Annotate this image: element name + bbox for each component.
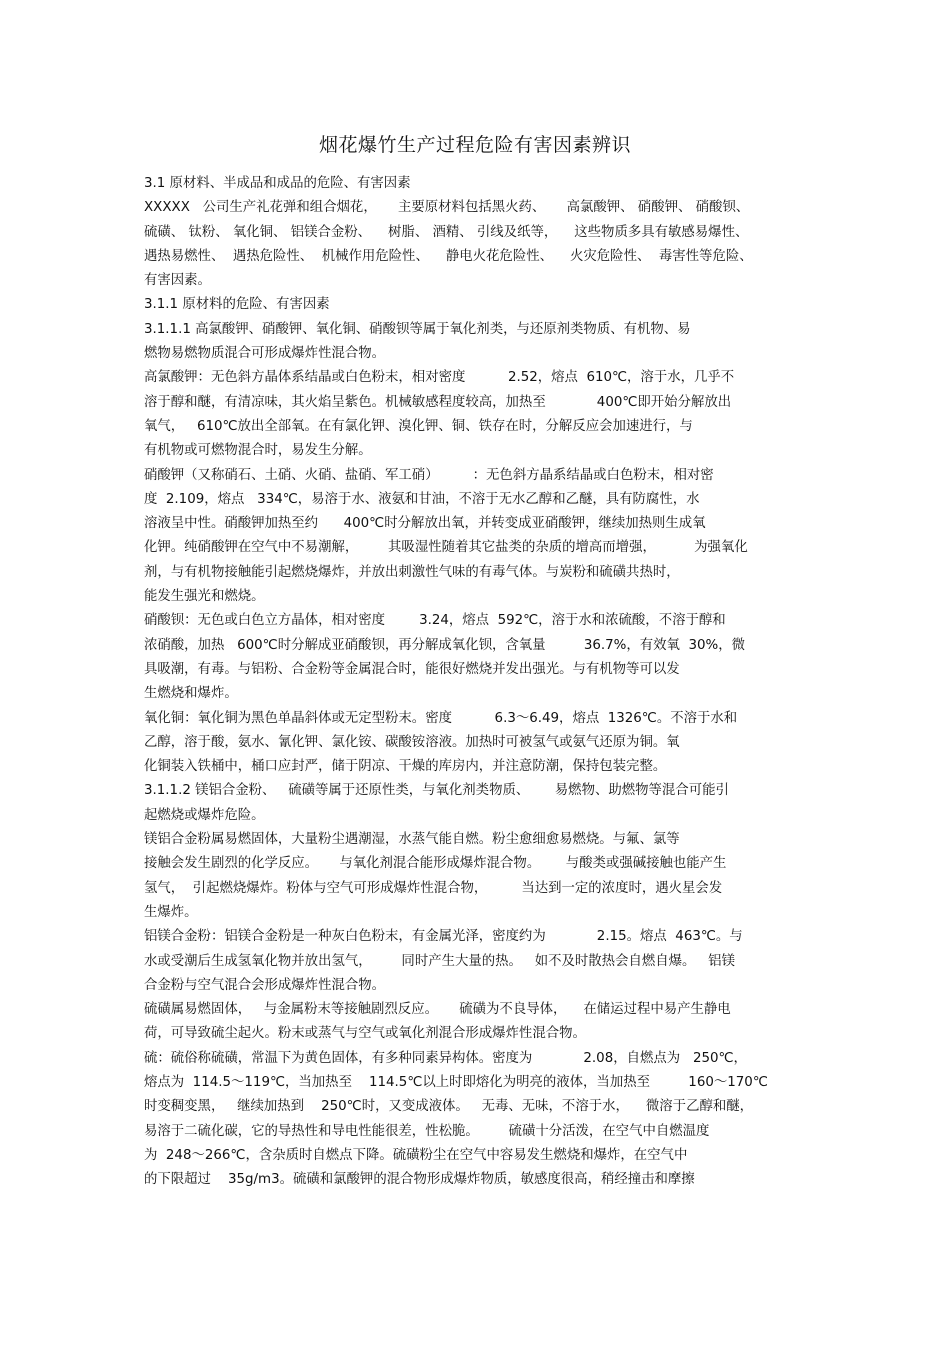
text-line: 剂，与有机物接触能引起燃烧爆炸，并放出刺激性气味的有毒气体。与炭粉和硫磺共热时，	[144, 564, 680, 580]
text-line: 氧化铜：氧化铜为黑色单晶斜体或无定型粉末。密度 6.3～6.49，熔点 1326℃。不溶于水和	[144, 710, 738, 726]
text-line: XXXXX 公司生产礼花弹和组合烟花， 主要原材料包括黑火药、 高氯酸钾、 硝酸钾、 硝酸钡、	[144, 200, 750, 216]
text-line: 的下限超过 35g/m3。硫磺和氯酸钾的混合物形成爆炸物质，敏感度很高，稍经撞击和摩擦	[144, 1172, 695, 1188]
text-line: 3.1 原材料、半成品和成品的危险、有害因素	[144, 176, 411, 191]
text-line: 浓硝酸，加热 600℃时分解成亚硝酸钡，再分解成氧化钡，含氧量 36.7%，有效氧 30%，微	[144, 637, 745, 653]
text-line: 镁铝合金粉属易燃固体，大量粉尘遇潮湿，水蒸气能自燃。粉尘愈细愈易燃烧。与氟、氯等	[144, 832, 680, 848]
text-line: 铝镁合金粉：铝镁合金粉是一种灰白色粉末，有金属光泽，密度约为 2.15。熔点 463℃。与	[144, 929, 743, 945]
text-line: 3.1.1 原材料的危险、有害因素	[144, 297, 330, 313]
text-line: 为 248～266℃，含杂质时自燃点下降。硫磺粉尘在空气中容易发生燃烧和爆炸，在空气中	[144, 1147, 688, 1163]
text-line: 具吸潮，有毒。与铝粉、合金粉等金属混合时，能很好燃烧并发出强光。与有机物等可以发	[144, 661, 680, 677]
text-line: 熔点为 114.5～119℃，当加热至 114.5℃以上时即熔化为明亮的液体，当加热至 160～170℃	[144, 1074, 768, 1090]
text-line: 溶于醇和醚，有清凉味，其火焰呈紫色。机械敏感程度较高，加热至 400℃即开始分解放出	[144, 394, 732, 410]
text-line: 易溶于二硫化碳，它的导热性和导电性能很差，性松脆。 硫磺十分活泼，在空气中自燃温度	[144, 1123, 710, 1139]
text-line: 硫磺属易燃固体， 与金属粉末等接触剧烈反应。 硫磺为不良导体， 在储运过程中易产生静电	[144, 1002, 731, 1018]
text-line: 度 2.109，熔点 334℃，易溶于水、液氨和甘油，不溶于无水乙醇和乙醚，具有防腐性，水	[144, 491, 700, 507]
text-line: 化钾。纯硝酸钾在空气中不易潮解， 其吸湿性随着其它盐类的杂质的增高而增强， 为强氧化	[144, 540, 748, 556]
text-line: 生燃烧和爆炸。	[144, 686, 238, 702]
text-line: 3.1.1.1 高氯酸钾、硝酸钾、氧化铜、硝酸钡等属于氧化剂类，与还原剂类物质、有机物、易	[144, 321, 691, 337]
text-line: 氢气， 引起燃烧爆炸。粉体与空气可形成爆炸性混合物， 当达到一定的浓度时，遇火星会发	[144, 880, 723, 896]
text-line: 起燃烧或爆炸危险。	[144, 807, 265, 823]
text-line: 水或受潮后生成氢氧化物并放出氢气， 同时产生大量的热。 如不及时散热会自燃自爆。 铝镁	[144, 953, 735, 969]
text-line: 生爆炸。	[144, 904, 198, 920]
page-title: 烟花爆竹生产过程危险有害因素辨识	[318, 134, 631, 156]
text-line: 硫磺、 钛粉、 氧化铜、 铝镁合金粉、 树脂、 酒精、 引线及纸等， 这些物质多具有敏感易爆性、	[144, 224, 749, 240]
text-line: 溶液呈中性。硝酸钾加热至约 400℃时分解放出氧，并转变成亚硝酸钾，继续加热则生成氧	[144, 516, 706, 532]
text-line: 化铜装入铁桶中，桶口应封严，储于阴凉、干燥的库房内，并注意防潮，保持包装完整。	[144, 759, 667, 775]
text-line: 时变稠变黑， 继续加热到 250℃时，又变成液体。 无毒、无味，不溶于水， 微溶于乙醇和醚，	[144, 1099, 754, 1115]
text-line: 遇热易燃性、 遇热危险性、 机械作用危险性、 静电火花危险性、 火灾危险性、 毒害性等危险、	[144, 248, 753, 264]
text-line: 荷，可导致硫尘起火。粉末或蒸气与空气或氧化剂混合形成爆炸性混合物。	[144, 1026, 586, 1042]
text-line: 乙醇，溶于酸，氨水、氰化钾、氯化铵、碳酸铵溶液。加热时可被氢气或氨气还原为铜。氧	[144, 734, 680, 750]
text-line: 氧气， 610℃放出全部氧。在有氯化钾、溴化钾、铜、铁存在时，分解反应会加速进行，与	[144, 418, 693, 434]
text-line: 接触会发生剧烈的化学反应。 与氧化剂混合能形成爆炸混合物。 与酸类或强碱接触也能产生	[144, 856, 727, 872]
text-line: 有害因素。	[144, 273, 211, 289]
text-line: 硝酸钾（又称硝石、土硝、火硝、盐硝、军工硝） ：无色斜方晶系结晶或白色粉末，相对密	[144, 467, 714, 483]
text-line: 燃物易燃物质混合可形成爆炸性混合物。	[144, 346, 386, 362]
text-line: 合金粉与空气混合会形成爆炸性混合物。	[144, 977, 386, 993]
document-body	[144, 172, 814, 1192]
text-line: 硝酸钡：无色或白色立方晶体，相对密度 3.24，熔点 592℃，溶于水和浓硫酸，不溶于醇和	[144, 613, 726, 629]
text-line: 3.1.1.2 镁铝合金粉、 硫磺等属于还原性类，与氧化剂类物质、 易燃物、助燃物等混合可能引	[144, 783, 729, 799]
text-line: 高氯酸钾：无色斜方晶体系结晶或白色粉末，相对密度 2.52，熔点 610℃，溶于水，几乎不	[144, 370, 735, 386]
text-line: 能发生强光和燃烧。	[144, 589, 265, 605]
text-line: 有机物或可燃物混合时，易发生分解。	[144, 443, 372, 459]
text-line: 硫：硫俗称硫磺，常温下为黄色固体，有多种同素异构体。密度为 2.08，自燃点为 250℃，	[144, 1050, 747, 1066]
